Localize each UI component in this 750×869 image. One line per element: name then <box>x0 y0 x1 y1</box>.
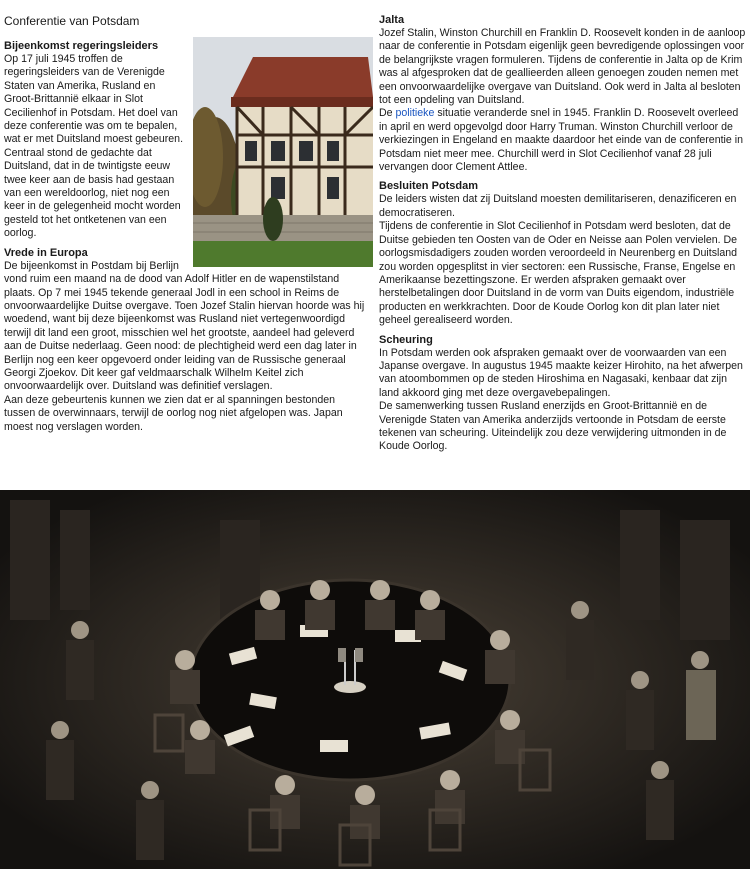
section-heading-scheuring: Scheuring <box>379 333 433 346</box>
jalta-text-after-link: situatie veranderde snel in 1945. Franklin D. Roosevelt overleed in april en werd opgevolgd door Harry Truman. Winston Churchill verloor de verkiezingen in Engeland en maakte daardoor het einde van de conferentie in Potsdam niet meer mee. Churchill werd in Slot Cecilienhof vanaf 28 juli vervangen door Clement Attlee. <box>379 107 743 174</box>
cecilienhof-photo <box>193 37 373 267</box>
left-column <box>4 14 369 434</box>
paragraph-vrede-1: De bijeenkomst in Postdam bij Berlijn vond ruim een maand na de dood van Adolf Hitler en de wapenstilstand plaats. Op 7 mei 1945 tekende generaal Jodl in een school in Reims de onvoorwaardelijke Duitse overgave. Toen Jozef Stalin hiervan hoorde was hij woedend, want bij deze bijeenkomst was Rusland niet vertegenwoordigd terwijl dit land een groot, misschien wel het grootste, aandeel had geleverd aan de Duitse nederlaag. Geen nood: de plechtigheid werd een dag later in Berlijn nog een keer opgevoerd onder leiding van de Russische generaal Georgi Zjoekov. Dit keer gaf veldmaarschalk Wilhelm Keitel zich onvoorwaardelijk over. Duitsland was definitief verslagen. <box>4 259 365 393</box>
paragraph-vrede-2: Aan deze gebeurtenis kunnen we zien dat er al spanningen bestonden tussen de overwinnaars, terwijl de oorlog nog niet afgelopen was. Japan moest nog verslagen worden. <box>4 393 343 433</box>
paragraph-scheuring-2: De samenwerking tussen Rusland enerzijds en Groot-Brittannië en de Verenigde Staten van Amerika anderzijds vertoonde in Potsdam de eerste tekenen van scheuring. Uiteindelijk zou deze verwijdering uitmonden in de Koude Oorlog. <box>379 400 727 453</box>
right-column <box>379 14 747 454</box>
jalta-text-before-link: De <box>379 107 396 120</box>
paragraph-besluiten-2: Tijdens de conferentie in Slot Cecilienhof in Potsdam werd besloten, dat de Duitse gebieden ten Oosten van de Oder en Neisse aan Polen vervielen. De oorlogsmisdadigers zouden worden veroordeeld in Neurenberg en Duitsland zou worden opgesplitst in vier sectoren: een Russische, Franse, Engelse en Amerikaanse bezettingszone. Er werden afspraken gemaakt over herstelbetalingen door Duitsland in de vorm van Duits eigendom, industriële producten en werkkrachten. Door de Koude Oorlog kon dit plan later niet geheel gerealiseerd worden. <box>379 220 738 327</box>
paragraph-bijeenkomst: Op 17 juli 1945 troffen de regeringsleiders van de Verenigde Staten van Amerika, Rusland en Groot-Brittannië elkaar in Slot Cecilienhof in Potsdam. Het doel van deze conferentie was om te bepalen, wat er met Duitsland moest gebeuren. Centraal stond de gedachte dat Duitsland, dat in de twintigste eeuw twee keer aan de basis had gestaan van een wereldoorlog, niet nog een keer in de gelegenheid mocht worden gesteld tot het ontketenen van een oorlog. <box>4 53 184 240</box>
section-heading-vrede: Vrede in Europa <box>4 246 88 259</box>
page-title: Conferentie van Potsdam <box>4 14 140 28</box>
section-heading-jalta: Jalta <box>379 14 405 26</box>
section-heading-bijeenkomst: Bijeenkomst regeringsleiders <box>4 40 159 52</box>
paragraph-jalta-1: Jozef Stalin, Winston Churchill en Franklin D. Roosevelt konden in de aanloop naar de conferentie in Potsdam eigenlijk geen bevredigende oplossingen voor de belangrijkste vragen formuleren. Tijdens de conferentie in Jalta op de Krim was al afgesproken dat de geallieerden alleen genoegen zouden nemen met een onvoorwaardelijke overgave van Duitsland. Ook werd in Jalta al besloten tot een opdeling van Duitsland. <box>379 27 746 107</box>
section-heading-besluiten: Besluiten Potsdam <box>379 180 479 193</box>
politieke-link[interactable]: politieke <box>395 107 435 120</box>
potsdam-conference-photo <box>0 490 750 869</box>
paragraph-jalta-2 <box>379 107 747 174</box>
paragraph-scheuring-1: In Potsdam werden ook afspraken gemaakt over de voorwaarden van een Japanse overgave. In augustus 1945 maakte keizer Hirohito, na het afwerpen van atoombommen op de steden Hiroshima en Nagasaki, kenbaar dat zijn land akkoord ging met deze overgavebepalingen. <box>379 346 743 399</box>
paragraph-besluiten-1: De leiders wisten dat zij Duitsland moesten demilitariseren, denazificeren en democratiseren. <box>379 193 737 219</box>
